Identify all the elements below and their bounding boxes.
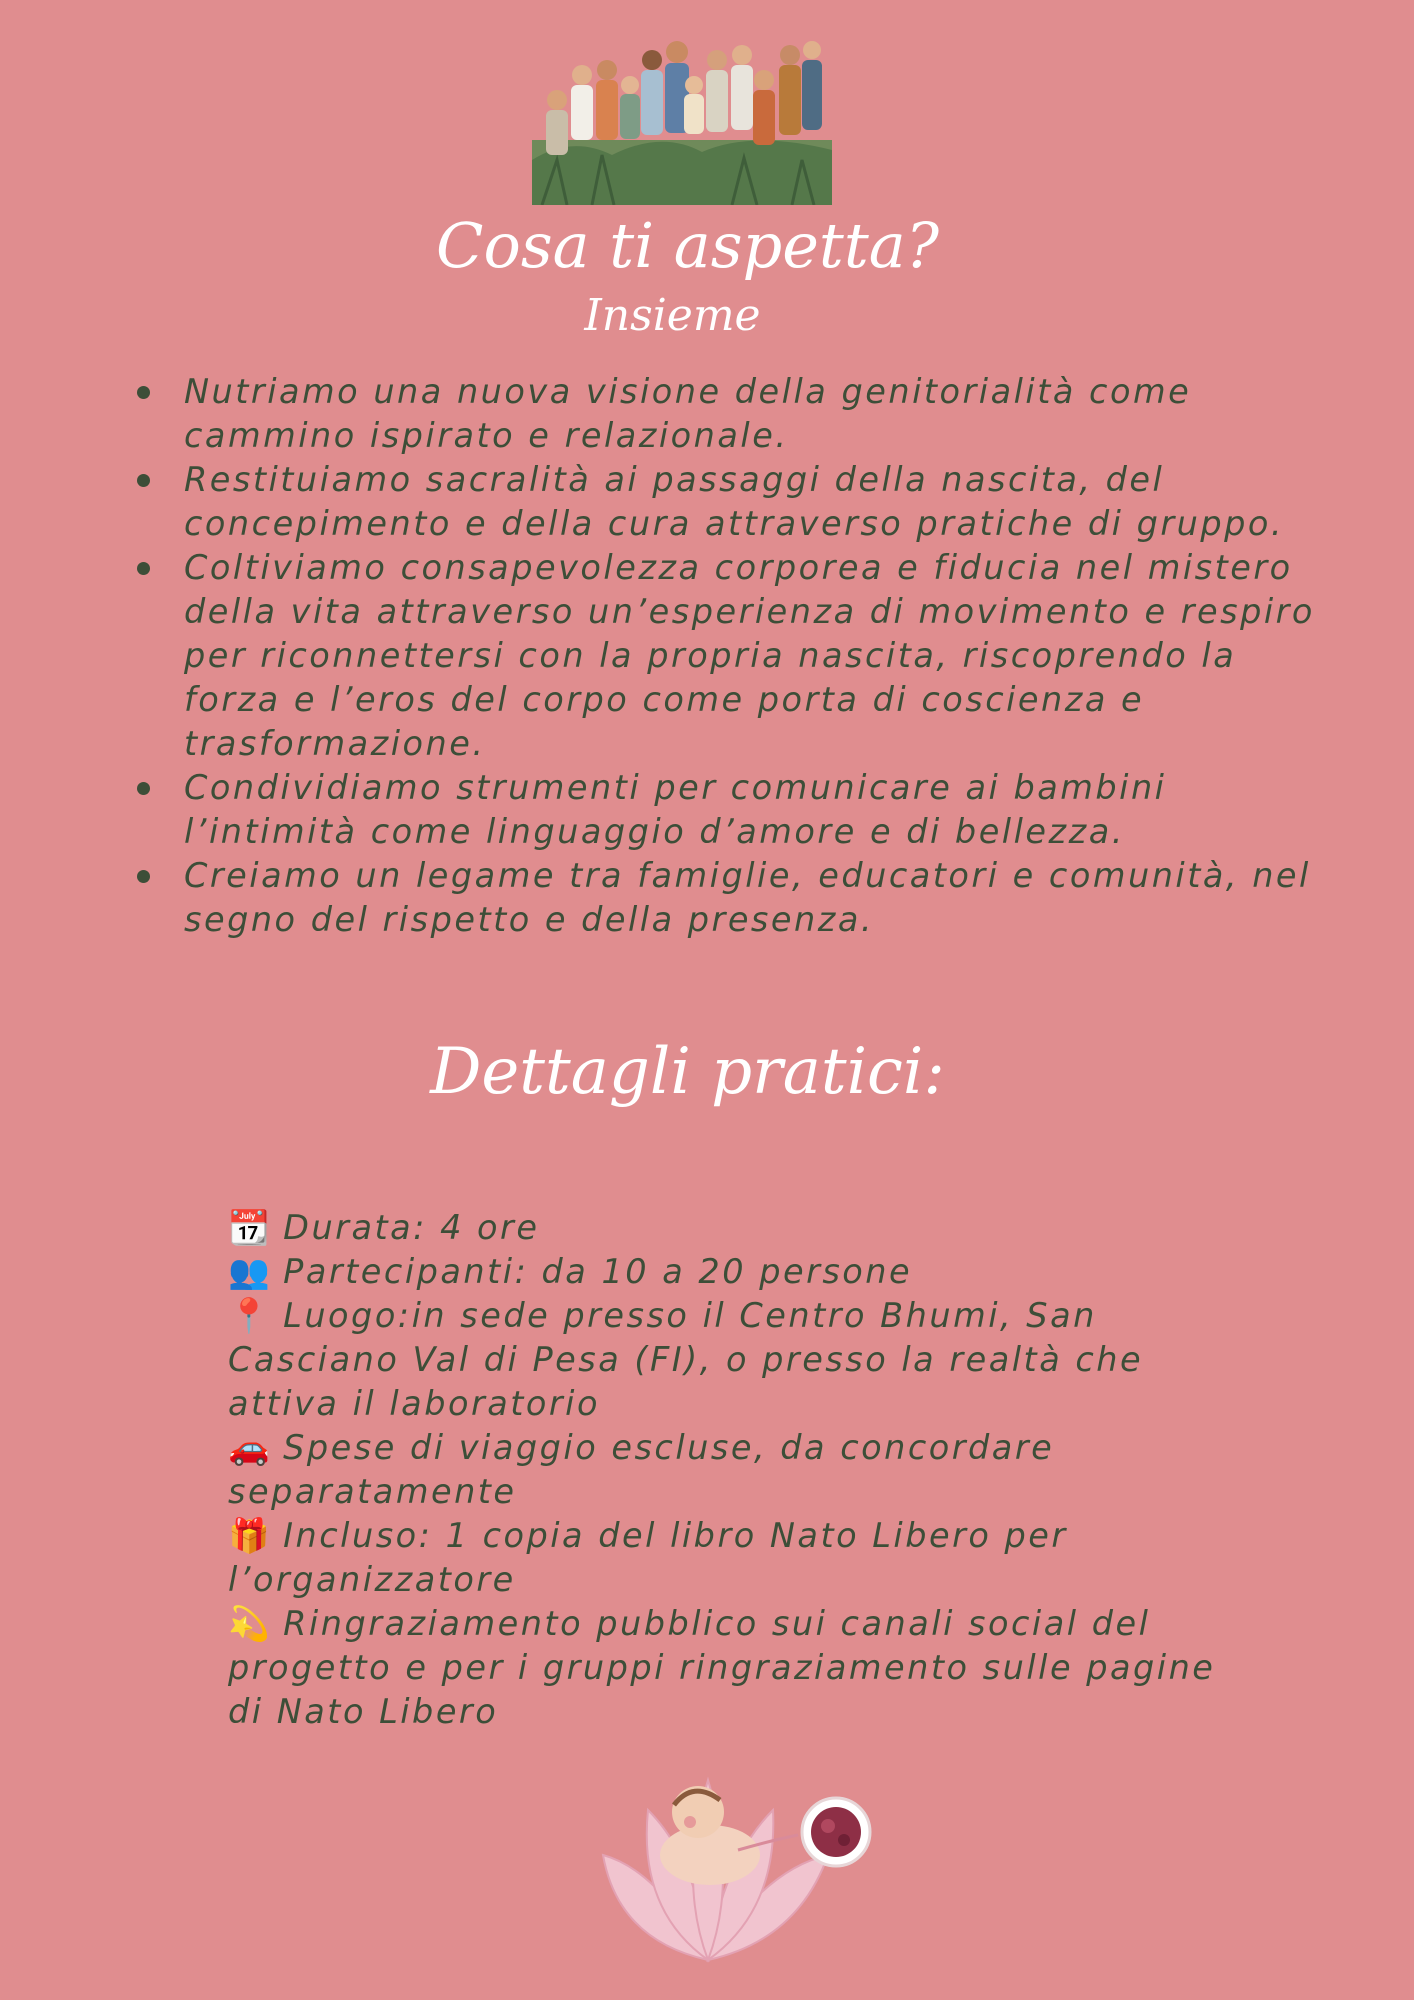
subtitle: Insieme (584, 290, 761, 341)
calendar-icon: 📆 (228, 1208, 273, 1247)
main-title: Cosa ti aspetta? (436, 209, 939, 282)
people-icon: 👥 (228, 1252, 273, 1291)
baby-lotus-illustration (598, 1760, 888, 1965)
detail-text: Durata: 4 ore (283, 1208, 540, 1247)
detail-travel (228, 1426, 1238, 1514)
car-icon: 🚗 (228, 1428, 273, 1467)
detail-text: Spese di viaggio escluse, da concordare separatamente (228, 1428, 1055, 1511)
detail-location (228, 1294, 1238, 1426)
detail-text: Luogo:in sede presso il Centro Bhumi, San Casciano Val di Pesa (FI), o presso la realtà che attiva il laboratorio (228, 1296, 1144, 1423)
list-item: Condividiamo strumenti per comunicare ai bambini l’intimità come linguaggio d’amore e di bellezza. (184, 766, 1334, 854)
detail-thanks (228, 1602, 1238, 1734)
list-item: Coltiviamo consapevolezza corporea e fiducia nel mistero della vita attraverso un’esperienza di movimento e respiro per riconnettersi con la propria nascita, riscoprendo la forza e l’eros del corpo come porta di coscienza e trasformazione. (184, 546, 1334, 766)
detail-duration (228, 1206, 1238, 1250)
list-item: Creiamo un legame tra famiglie, educatori e comunità, nel segno del rispetto e della presenza. (184, 854, 1334, 942)
list-item: Nutriamo una nuova visione della genitorialità come cammino ispirato e relazionale. (184, 370, 1334, 458)
details-list (228, 1206, 1238, 1734)
detail-text: Partecipanti: da 10 a 20 persone (283, 1252, 913, 1291)
pin-icon: 📍 (228, 1296, 273, 1335)
detail-participants (228, 1250, 1238, 1294)
benefits-list (130, 370, 1334, 942)
list-item: Restituiamo sacralità ai passaggi della nascita, del concepimento e della cura attraverso pratiche di gruppo. (184, 458, 1334, 546)
dizzy-star-icon: 💫 (228, 1604, 273, 1643)
gift-icon: 🎁 (228, 1516, 273, 1555)
people-illustration (532, 30, 832, 205)
detail-text: Ringraziamento pubblico sui canali social del progetto e per i gruppi ringraziamento sulle pagine di Nato Libero (228, 1604, 1216, 1731)
detail-text: Incluso: 1 copia del libro Nato Libero per l’organizzatore (228, 1516, 1068, 1599)
detail-included (228, 1514, 1238, 1602)
details-title: Dettagli pratici: (430, 1035, 945, 1109)
